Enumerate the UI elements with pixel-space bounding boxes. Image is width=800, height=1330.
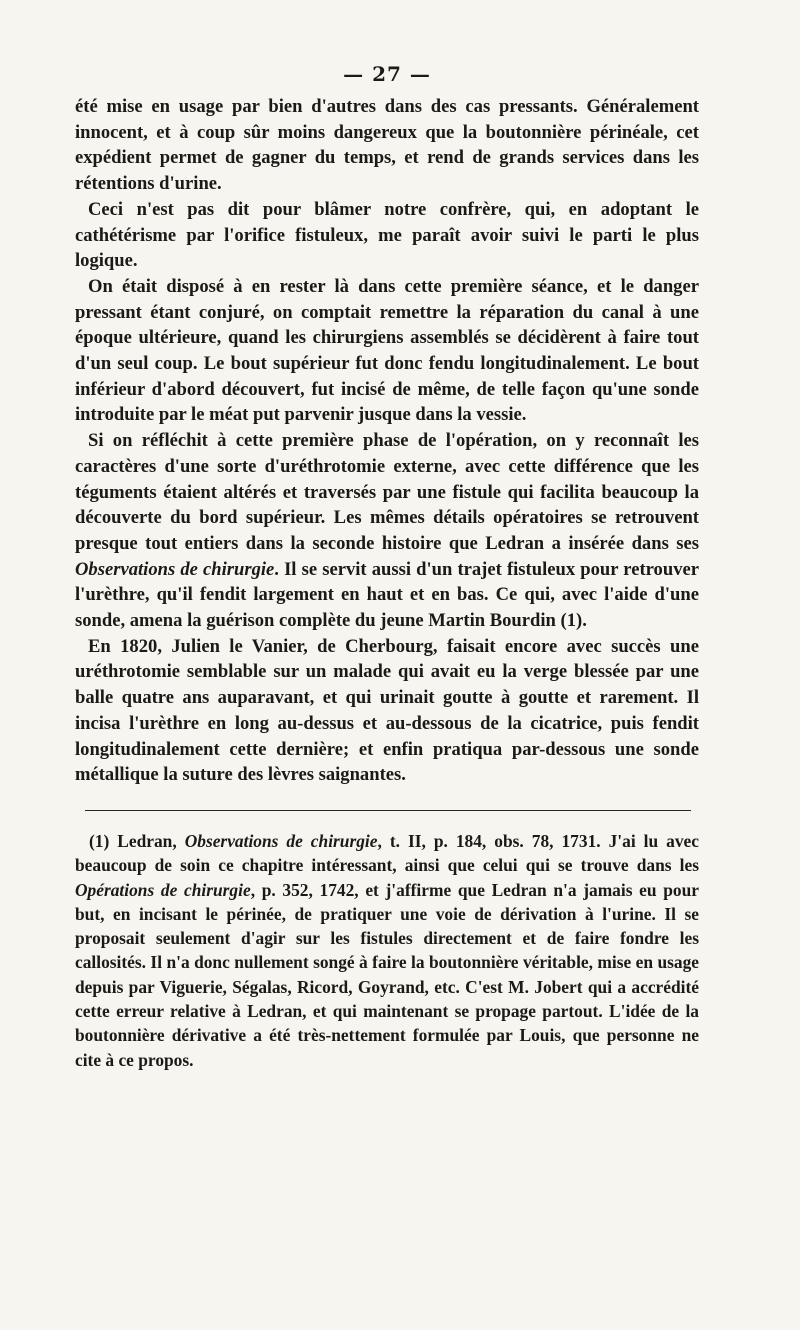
- paragraph: [75, 197, 699, 274]
- body-text: [75, 94, 699, 788]
- paragraph: [75, 94, 699, 197]
- italic-title: Opérations de chirurgie: [75, 879, 251, 900]
- paragraph: [75, 634, 699, 788]
- footnote: [75, 829, 699, 1072]
- footnote-text: [75, 829, 699, 1072]
- text-run: En 1820, Julien le Vanier, de Cherbourg, faisait encore avec succès une uréthrotomie semblable sur un malade qui avait eu la verge blessée par une balle quatre ans auparavant, et qui urinait goutte à goutte et rarement. Il incisa l'urèthre en long au-dessus et au-dessous de la cicatrice, puis fendit longitudinalement cette dernière; et enfin pratiqua par-dessous une sonde métallique la suture des lèvres saignantes.: [75, 635, 699, 786]
- page-number: — 27 —: [343, 62, 431, 86]
- text-run: (1) Ledran,: [89, 830, 185, 851]
- paragraph: [75, 274, 699, 428]
- footnote-divider: [85, 810, 691, 811]
- text-run: Ceci n'est pas dit pour blâmer notre confrère, qui, en adoptant le cathétérisme par l'orifice fistuleux, me paraît avoir suivi le parti le plus logique.: [75, 198, 699, 272]
- italic-title: Observations de chirurgie: [184, 830, 378, 851]
- text-run: , t. II, p. 184, obs. 78, 1731. J'ai lu avec beaucoup de soin ce chapitre intéressant, ainsi que celui qui se trouve dans les: [75, 830, 699, 876]
- book-page: [75, 62, 699, 1072]
- italic-title: Observations de chirurgie: [75, 558, 275, 580]
- text-run: , p. 352, 1742, et j'affirme que Ledran n'a jamais eu pour but, en incisant le périnée, de pratiquer une voie de dérivation à l'urine. Il se proposait seulement d'agir sur les fistules directement et de faire fondre les callosités. Il n'a donc nullement songé à faire la boutonnière véritable, mise en usage depuis par Viguerie, Ségalas, Ricord, Goyrand, etc. C'est M. Jobert qui a accrédité cette erreur relative à Ledran, et qui maintenant se propage partout. L'idée de la boutonnière dérivative a été très-nettement formulée par Louis, que personne ne cite à ce propos.: [75, 879, 699, 1070]
- text-run: été mise en usage par bien d'autres dans des cas pressants. Généralement innocent, et à coup sûr moins dangereux que la boutonnière périnéale, cet expédient permet de gagner du temps, et rend de grands services dans les rétentions d'urine.: [75, 96, 699, 195]
- text-run: On était disposé à en rester là dans cette première séance, et le danger pressant étant conjuré, on comptait remettre la réparation du canal à une époque ultérieure, quand les chirurgiens assemblés se décidèrent à faire tout d'un seul coup. Le bout supérieur fut donc fendu longitudinalement. Le bout inférieur d'abord découvert, fut incisé de même, de telle façon qu'une sonde introduite par le méat put parvenir jusque dans la vessie.: [75, 275, 699, 426]
- text-run: Si on réfléchit à cette première phase de l'opération, on y reconnaît les caractères d'une sorte d'uréthrotomie externe, avec cette différence que les téguments étaient altérés et traversés par une fistule qui facilita beaucoup la découverte du bord supérieur. Les mêmes détails opératoires se retrouvent presque tout entiers dans la seconde histoire que Ledran a insérée dans ses: [75, 430, 699, 554]
- paragraph: [75, 428, 699, 634]
- text-run: . Il se servit aussi d'un trajet fistuleux pour retrouver l'urèthre, qu'il fendit largement en haut et en bas. Ce qui, avec l'aide d'une sonde, amena la guérison complète du jeune Martin Bourdin (1).: [75, 558, 699, 632]
